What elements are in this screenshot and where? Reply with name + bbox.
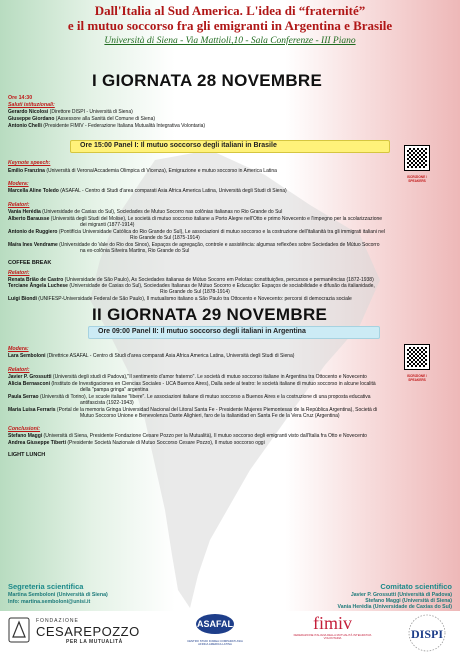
coffee-break: COFFEE BREAK bbox=[8, 260, 52, 266]
asafal-logo bbox=[185, 613, 245, 647]
committee-member: Javier P. Grossutti (Università di Padova) bbox=[350, 592, 452, 598]
secretariat-email[interactable]: Info: martina.semboloni@unisi.it bbox=[8, 599, 91, 605]
dispi-logo bbox=[402, 613, 452, 653]
panel-1-banner: Ore 15:00 Panel I: Il mutuo soccorso degli italiani in Brasile bbox=[70, 140, 390, 153]
conclusions-label: Conclusioni: bbox=[8, 426, 41, 432]
greeting-line: Giuseppe Giordano (Assessore alla Sanità del Comune di Siena) bbox=[8, 116, 156, 122]
speakers-label: Relatori: bbox=[8, 202, 30, 208]
speaker-line: Antonio de Ruggiero (Pontifícia Universidade Católica do Rio Grande do Sul), Le associazioni di mutuo soccorso e la costruzione dell'italianità tra gli immigrati italiani nel bbox=[8, 229, 385, 235]
svg-text:ASAFAL: ASAFAL bbox=[197, 619, 233, 629]
fondazione-label: FONDAZIONE bbox=[36, 618, 79, 624]
moderator-label: Modera: bbox=[8, 346, 29, 352]
greetings-label: Saluti istituzionali: bbox=[8, 102, 55, 108]
mutualita-label: PER LA MUTUALITÀ bbox=[66, 639, 123, 645]
qr-code-day-1[interactable] bbox=[405, 146, 429, 170]
speakers-label: Relatori: bbox=[8, 270, 30, 276]
speaker-line: Luigi Biondi (UNIFESP-Universidade Federal de São Paulo), Il mutualismo italiano a São Paulo tra Ottocento e Novecento: percorsi di democrazia sociale bbox=[8, 296, 352, 302]
fimiv-wordmark: fimiv bbox=[313, 613, 352, 633]
speaker-line-cont: na ex-colônia Silveira Martins, Rio Grande do Sul bbox=[80, 248, 190, 254]
speaker-line-cont: Rio Grande do Sul (1875-1914) bbox=[130, 235, 200, 241]
day-1-start-time: Ore 14:30 bbox=[8, 95, 33, 101]
speaker-line-cont: della "pampa gringa" argentina bbox=[80, 387, 149, 393]
asafal-subtitle: CENTRO STUDI D'AREA COMPARATI ASIA AFRICA AMERICA LATINA bbox=[187, 639, 243, 647]
speaker-line: Vania Herédia (Universidade de Caxias do Sul), Sociedades de Mutuo Socorro nas colônias italianas no Rio Grande do Sul bbox=[8, 209, 283, 215]
conclusion-line: Andrea Giuseppe Tiberti (Presidente Società Nazionale di Mutuo Soccorso Cesare Pozzo), Il mutuo soccorso oggi bbox=[8, 440, 265, 446]
secretariat-name: Martina Semboloni (Università di Siena) bbox=[8, 592, 108, 598]
speaker-line: Maria Luisa Ferraris (Portal de la memoria Gringa Universidad Nacional del Litoral Santa Fe - Presidente Mujeres Piemontesas de la República Argentina), Società di bbox=[8, 407, 378, 413]
speaker-line: Alberto Barausse (Università degli Studi del Molise), Le società di mutuo soccorso italiane a Porto Alegre nell'Otto e primo Novecento e l'impegno per la scolarizzazione bbox=[8, 216, 383, 222]
asafal-emblem-icon bbox=[195, 613, 235, 635]
venue-line: Università di Siena - Via Mattioli,10 - Sala Conferenze - III Piano bbox=[104, 36, 356, 46]
qr-caption: ISCRIZIONE / SPEAKERS bbox=[406, 374, 427, 382]
keynote-label: Keynote speech: bbox=[8, 160, 51, 166]
speakers-label: Relatori: bbox=[8, 367, 30, 373]
speaker-line: Alicia Bernasconi (Instituto de Investigaciones en Ciencias Sociales - UCA Buenos Aires), Dalla sede al teatro: le società italiane di mutuo soccorso in alcune località bbox=[8, 381, 376, 387]
committee-member: Stefano Maggi (Università di Siena) bbox=[365, 598, 452, 604]
speaker-line: Paula Serrao (Università di Torino), Le scuole italiane "libere". Le associazioni italiane di mutuo soccorso a Buenos Aires e la costruzione di una proposta educativa bbox=[8, 394, 371, 400]
fimiv-subtitle: FEDERAZIONE ITALIANA DELLA MUTUALITÀ INTEGRATIVA VOLONTARIA bbox=[293, 633, 372, 641]
speaker-line: Maíra Ines Vendrame (Universidade do Vale do Rio dos Sinos), Espaços de agregação, controle e assistência: algumas reflexões sobre Sociedades de Mútuo Socorro bbox=[8, 242, 380, 248]
cesarepozzo-wordmark: CESAREPOZZO bbox=[36, 624, 140, 639]
committee-title: Comitato scientifico bbox=[380, 582, 452, 591]
speaker-line: Renata Brião de Castro (Universidade de São Paulo), As Sociedades italianas de Mútuo Socorro em Pelotas: constituições, percursos e permanências (1872-1938) bbox=[8, 277, 374, 283]
cesarepozzo-logo bbox=[8, 617, 140, 648]
speaker-line-cont: Mutuo Soccorso Unione e Benevolenza Dante Alighieri, faro de la italianidad en Santa Fe de la Vera Cruz (Argentina) bbox=[80, 413, 340, 419]
conclusion-line: Stefano Maggi (Università di Siena, Presidente Fondazione Cesare Pozzo per la Mutualità), Il mutuo soccorso degli emigranti visto dall'Italia fra Otto e Novecento bbox=[8, 433, 367, 439]
committee-member: Vania Herédia (Universidade de Caxias do Sul) bbox=[337, 604, 452, 610]
keynote-line: Emilio Franzina (Università di Verona/Accademia Olimpica di Vicenza), Emigrazione e mutuo soccorso in America Latina bbox=[8, 168, 277, 174]
speaker-line-cont: dei migranti (1877-1914) bbox=[80, 222, 135, 228]
light-lunch: LIGHT LUNCH bbox=[8, 452, 46, 458]
event-title-line-2: e il mutuo soccorso fra gli emigranti in Argentina e Brasile bbox=[67, 18, 393, 33]
secretariat-title: Segreteria scientifica bbox=[8, 582, 84, 591]
greeting-line: Gerardo Nicolosi (Direttore DISPI - Università di Siena) bbox=[8, 109, 133, 115]
dispi-emblem-icon bbox=[402, 613, 452, 653]
speaker-line-cont: antifascista (1922-1943) bbox=[80, 400, 134, 406]
event-title-line-1: Dall'Italia al Sud America. L'idea di “fraternité” bbox=[94, 3, 366, 18]
moderator-line: Lara Semboloni (Direttrice ASAFAL - Centro di Studi d'area comparati Asia Africa America Latina, Università degli Studi di Siena) bbox=[8, 353, 295, 359]
fimiv-logo bbox=[290, 613, 375, 641]
qr-code-day-2[interactable] bbox=[405, 345, 429, 369]
greeting-line: Antonio Chelli (Presidente FIMIV - Federazione Italiana Mutualità Integrativa Volontaria) bbox=[8, 123, 206, 129]
day-2-heading: II GIORNATA 29 NOVEMBRE bbox=[92, 305, 328, 324]
svg-text:DISPI: DISPI bbox=[410, 627, 444, 641]
qr-caption: ISCRIZIONE / SPEAKERS bbox=[406, 175, 427, 183]
speaker-line-cont: Rio Grande do Sul (1878-1914) bbox=[160, 289, 230, 295]
speaker-line: Terciane Ângela Luchese (Universidade de Caxias do Sul), Sociedades Italianas de Mútuo Socorro e Educação: Espaços de sociabilidade e difusão da italianidade, bbox=[8, 283, 375, 289]
day-1-heading: I GIORNATA 28 NOVEMBRE bbox=[92, 71, 323, 90]
sponsor-logos bbox=[0, 611, 460, 657]
moderator-label: Modera: bbox=[8, 181, 29, 187]
panel-2-banner: Ore 09:00 Panel II: Il mutuo soccorso degli italiani in Argentina bbox=[88, 326, 380, 339]
moderator-line: Marcella Aline Toledo (ASAFAL - Centro di Studi d'area comparati Asia Africa America Latina, Università degli Studi di Siena) bbox=[8, 188, 287, 194]
speaker-line: Javier P. Grossutti (Università degli studi di Padova),"Il sentimento d'amor fraterno". Le società di mutuo soccorso italiane in Argentina tra Ottocento e Novecento bbox=[8, 374, 367, 380]
cesarepozzo-emblem-icon bbox=[8, 617, 30, 643]
